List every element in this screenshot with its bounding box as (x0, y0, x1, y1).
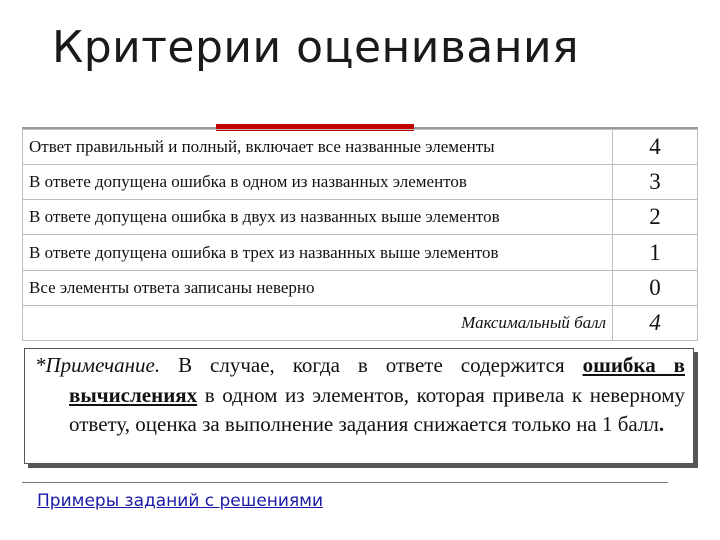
criterion-score: 3 (613, 165, 698, 200)
criterion-score: 1 (613, 235, 698, 270)
table-row-max (23, 305, 698, 340)
criterion-description: Ответ правильный и полный, включает все названные элементы (23, 130, 613, 165)
note-end: . (658, 412, 665, 436)
criterion-description: Все элементы ответа записаны неверно (23, 270, 613, 305)
note-highlight: ошибка в вычислениях (69, 353, 685, 407)
table-row (23, 235, 698, 270)
criteria-table (22, 129, 698, 341)
criterion-score: 4 (613, 130, 698, 165)
table-row (23, 200, 698, 235)
criterion-description: В ответе допущена ошибка в двух из названных выше элементов (23, 200, 613, 235)
footer-divider (22, 482, 668, 483)
table-row (23, 270, 698, 305)
examples-link[interactable]: Примеры заданий с решениями (37, 491, 324, 511)
table-row (23, 165, 698, 200)
note-text-start: В случае, когда в ответе содержится (160, 353, 583, 377)
note-text-rest: в одном из элементов, которая привела к неверному ответу, оценка за выполнение задания снижается только на 1 балл (69, 382, 685, 436)
max-score-label: Максимальный балл (23, 305, 613, 340)
note-prefix: *Примечание. (35, 353, 161, 377)
criterion-description: В ответе допущена ошибка в трех из названных выше элементов (23, 235, 613, 270)
criterion-score: 2 (613, 200, 698, 235)
note-box (24, 348, 694, 464)
max-score-value: 4 (613, 305, 698, 340)
criterion-score: 0 (613, 270, 698, 305)
criterion-description: В ответе допущена ошибка в одном из названных элементов (23, 165, 613, 200)
page-title: Критерии оценивания (52, 22, 580, 73)
table-row (23, 130, 698, 165)
